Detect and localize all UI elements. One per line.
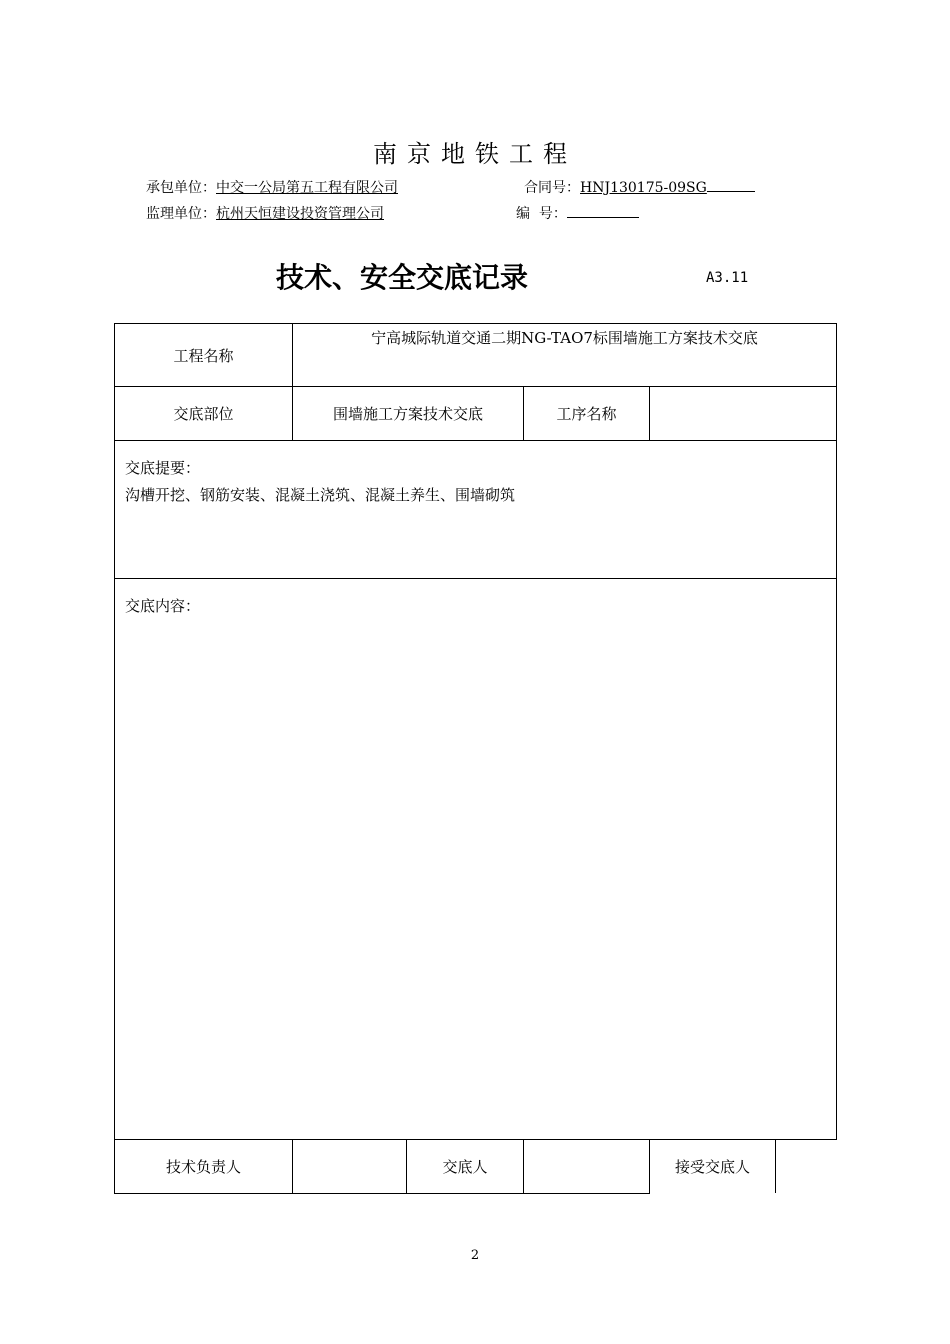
supervisor-label: 监理单位： [146,206,216,222]
serial-label: 编 号： [516,206,567,222]
summary-cell [115,441,837,579]
receiver-value[interactable] [776,1140,837,1193]
contract-no-label: 合同号： [524,180,580,196]
serial-blank [567,203,639,218]
supervisor-value: 杭州天恒建设投资管理公司 [216,206,384,222]
summary-row [115,441,837,579]
content-cell[interactable] [115,579,837,1140]
content-value [115,616,836,622]
form-code: A3.11 [706,270,749,286]
discloser-label: 交底人 [407,1140,524,1194]
contractor-value: 中交一公局第五工程有限公司 [216,180,398,196]
disclosure-form-table [114,323,837,1194]
serial-line [516,203,639,223]
disclosure-part-row [115,387,837,441]
content-row [115,579,837,1140]
contract-no-value: HNJ130175-09SG [580,180,707,196]
tech-lead-value[interactable] [293,1140,407,1194]
project-name-value: 宁高城际轨道交通二期NG-TAO7标围墙施工方案技术交底 [293,324,837,387]
disclosure-part-label: 交底部位 [115,387,293,441]
project-name-label: 工程名称 [115,324,293,387]
content-label: 交底内容： [125,597,201,615]
receiver-label: 接受交底人 [650,1140,776,1193]
supervisor-line [146,203,384,223]
summary-label: 交底提要： [125,459,201,477]
process-name-label: 工序名称 [524,387,650,441]
summary-value: 沟槽开挖、钢筋安装、混凝土浇筑、混凝土养生、围墙砌筑 [125,486,516,504]
header-title: 南京地铁工程 [373,140,577,168]
tech-lead-label: 技术负责人 [115,1140,293,1194]
disclosure-part-value: 围墙施工方案技术交底 [293,387,524,441]
contract-no-line [524,177,755,197]
contractor-line [146,177,398,197]
process-name-value[interactable] [650,387,837,441]
discloser-value[interactable] [524,1140,650,1194]
page-number: 2 [470,1248,480,1263]
contract-no-underline [707,177,755,192]
signature-row [115,1140,837,1194]
document-title: 技术、安全交底记录 [276,261,529,294]
contractor-label: 承包单位： [146,180,216,196]
project-name-row [115,324,837,387]
